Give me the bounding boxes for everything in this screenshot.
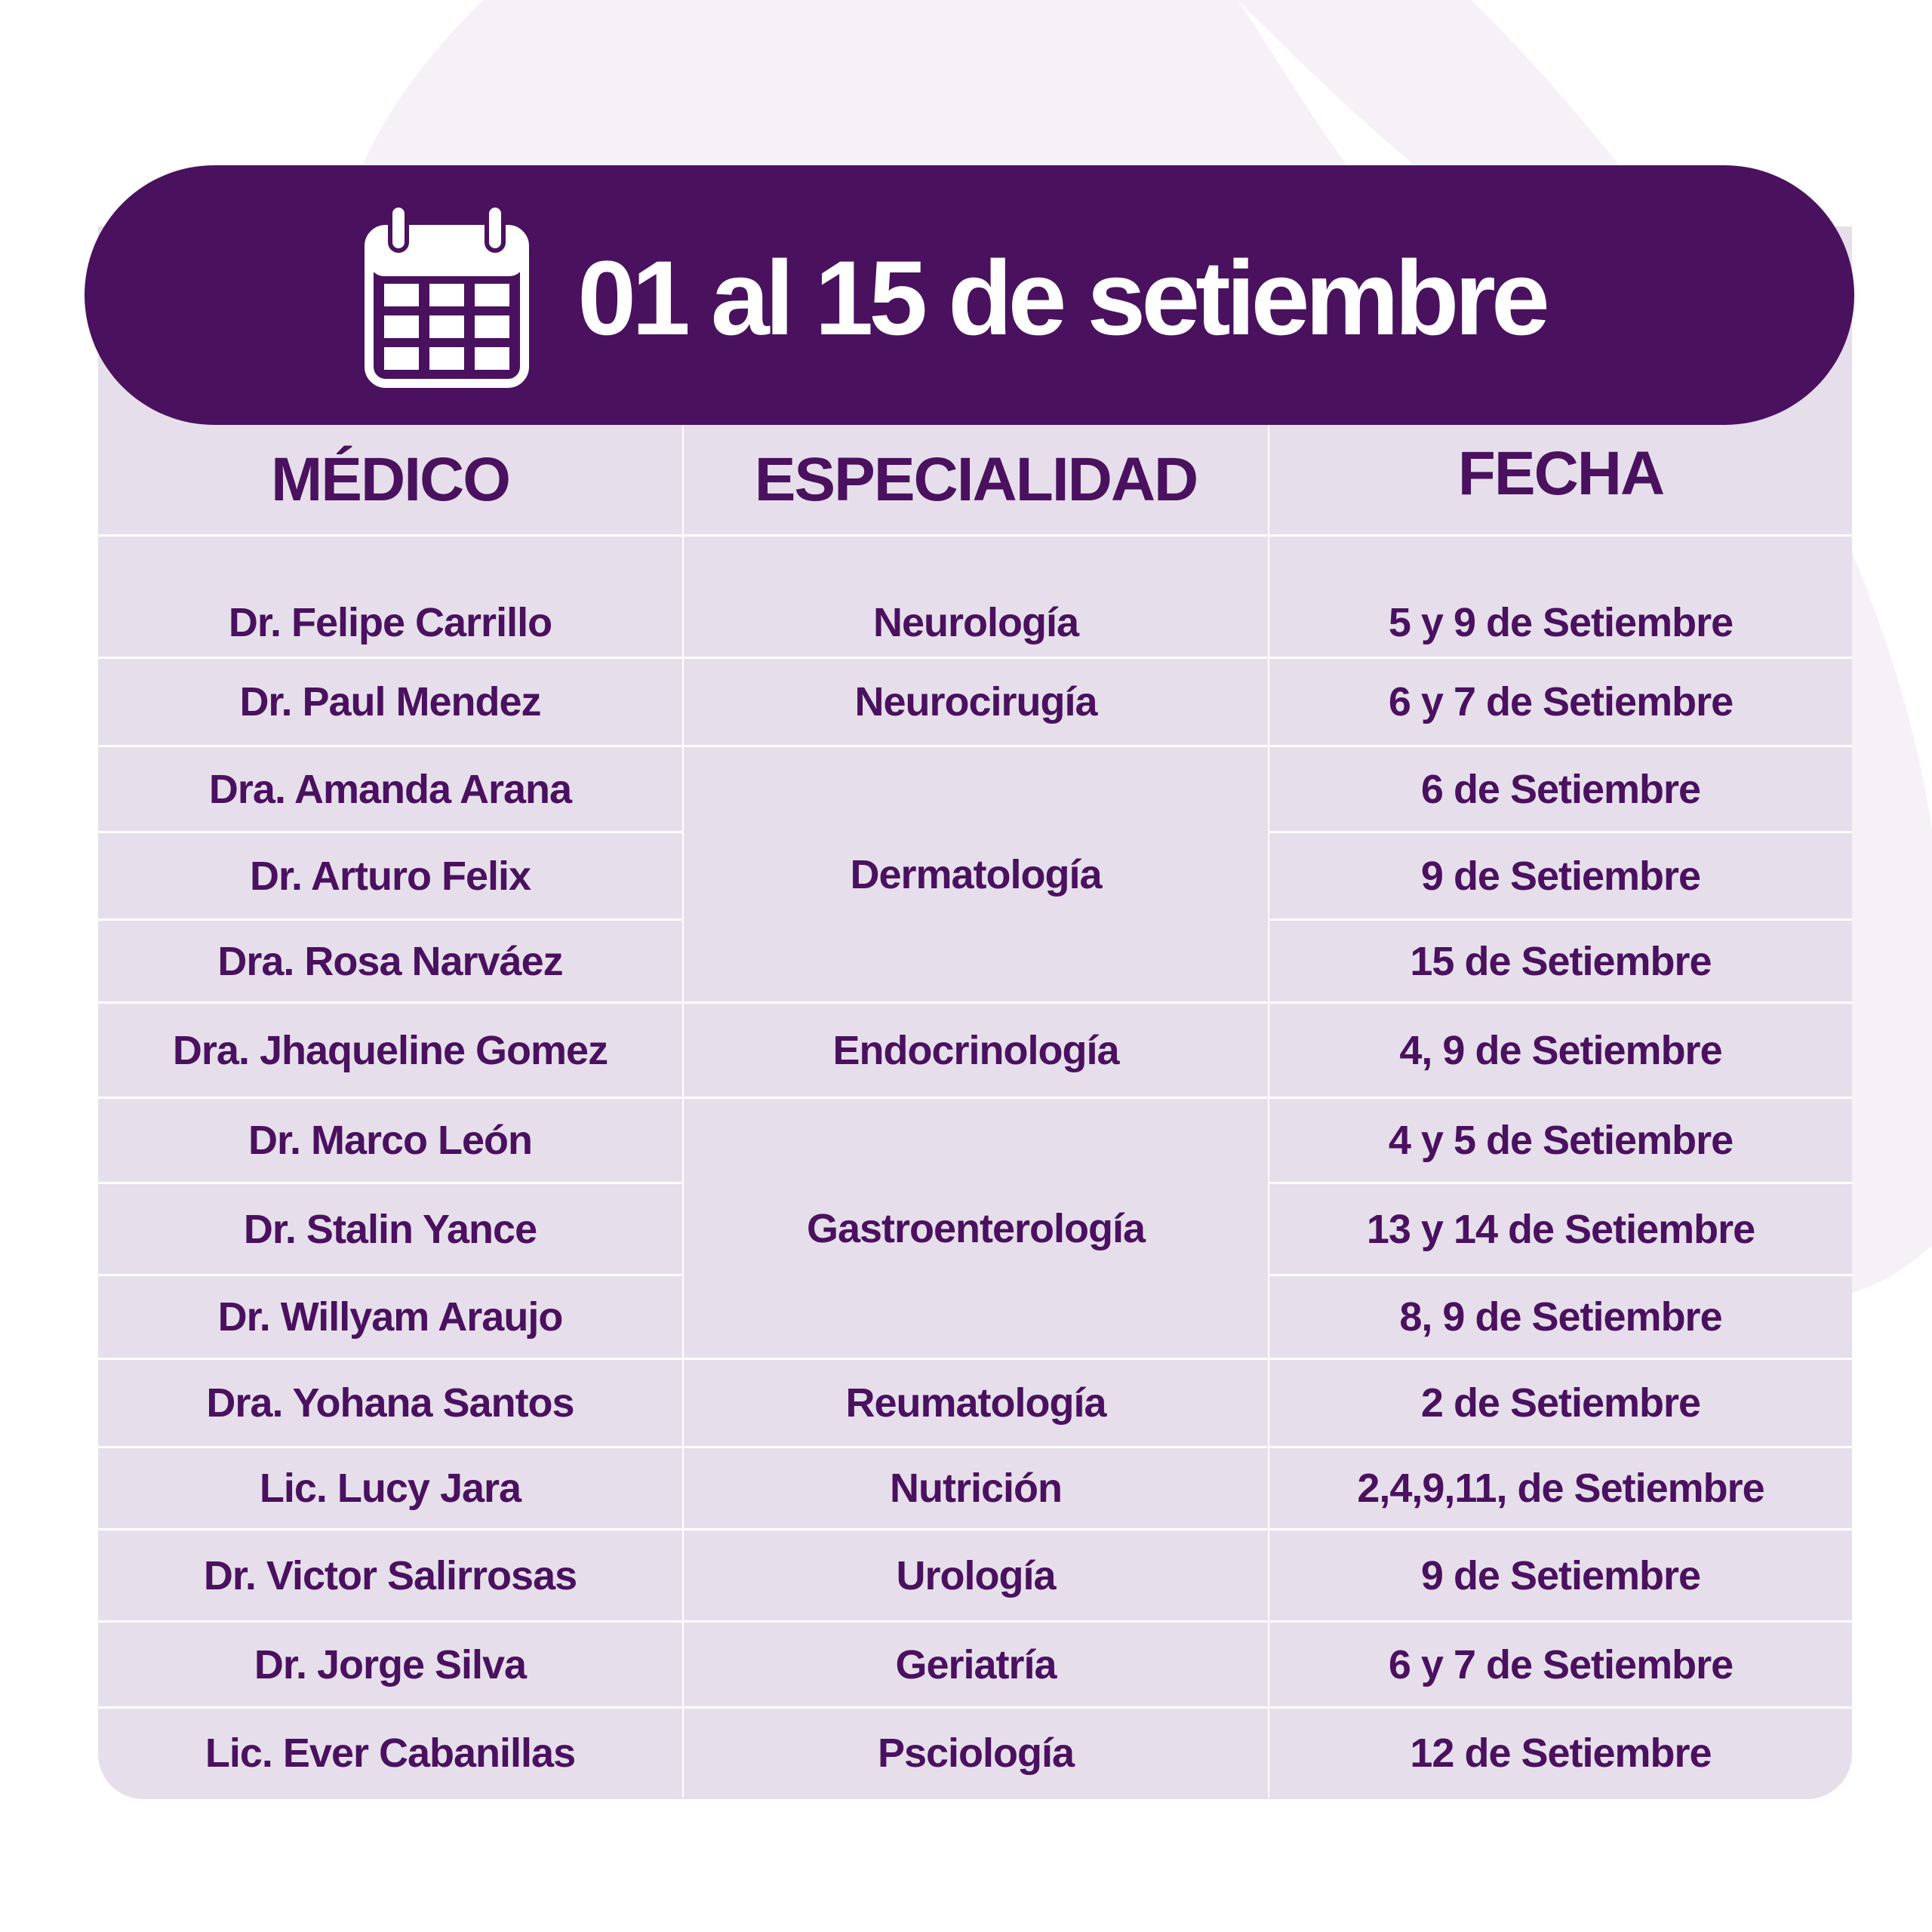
appointment-date: 9 de Setiembre [1269,833,1852,921]
specialty: Nutrición [684,1448,1268,1531]
column-header-medico: MÉDICO [98,425,682,537]
doctor-name: Lic. Ever Cabanillas [205,1730,576,1776]
doctor-name: Dr. Victor Salirrosas [98,1531,682,1623]
doctor-name: Dra. Yohana Santos [98,1360,682,1448]
doctor-name: Dra. Amanda Arana [98,747,682,833]
doctor-name: Dr. Willyam Araujo [98,1276,682,1360]
doctor-name: Dr. Paul Mendez [98,659,682,747]
doctor-name: Lic. Lucy Jara [98,1448,682,1531]
specialty: Geriatría [684,1623,1268,1709]
schedule-table [98,425,1852,1799]
appointment-date: 2,4,9,11, de Setiembre [1269,1448,1852,1531]
specialty: Reumatología [684,1360,1268,1448]
doctor-name: Dr. Marco León [98,1099,682,1184]
specialty: Dermatología [684,747,1268,1004]
specialty: Neurología [684,537,1268,659]
appointment-date: 5 y 9 de Setiembre [1269,537,1852,659]
doctor-name: Dra. Jhaqueline Gomez [98,1004,682,1099]
appointment-date: 6 de Setiembre [1269,747,1852,833]
appointment-date: 12 de Setiembre [1410,1730,1712,1776]
page-title: 01 al 15 de setiembre [577,238,1546,357]
appointment-date: 15 de Setiembre [1269,921,1852,1004]
appointment-date: 2 de Setiembre [1269,1360,1852,1448]
doctor-name: Dr. Stalin Yance [98,1184,682,1276]
doctor-name: Dra. Rosa Narváez [98,921,682,1004]
column-header-fecha: FECHA [1269,425,1852,537]
doctor-name: Dr. Felipe Carrillo [98,537,682,659]
column-header-especialidad: ESPECIALIDAD [684,425,1268,537]
appointment-date: 4, 9 de Setiembre [1269,1004,1852,1099]
specialty: Endocrinología [684,1004,1268,1099]
specialty: Urología [684,1531,1268,1623]
appointment-date: 8, 9 de Setiembre [1269,1276,1852,1360]
specialty: Gastroenterología [684,1099,1268,1360]
specialty: Neurocirugía [684,659,1268,747]
appointment-date: 4 y 5 de Setiembre [1269,1099,1852,1184]
appointment-date: 6 y 7 de Setiembre [1269,659,1852,747]
doctor-name: Dr. Arturo Felix [98,833,682,921]
appointment-date: 9 de Setiembre [1269,1531,1852,1623]
appointment-date: 13 y 14 de Setiembre [1269,1184,1852,1276]
appointment-date: 6 y 7 de Setiembre [1269,1623,1852,1709]
header-banner [85,165,1854,425]
doctor-name: Dr. Jorge Silva [98,1623,682,1709]
calendar-icon [363,201,531,389]
specialty: Psciología [877,1730,1075,1776]
